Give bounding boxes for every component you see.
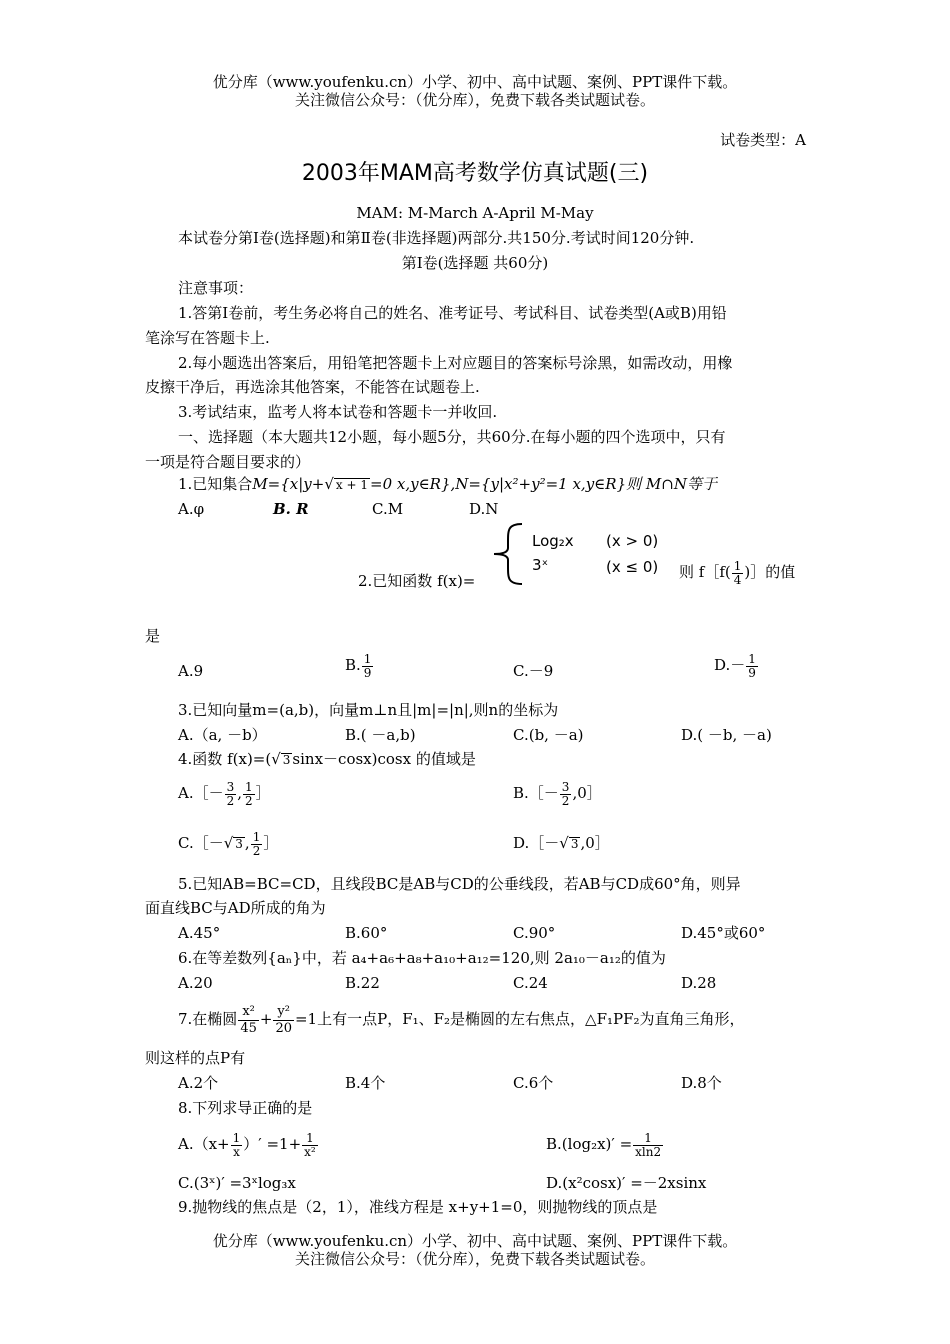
q4-option-b	[513, 778, 602, 808]
note-2a: 2.每小题选出答案后，用铅笔把答题卡上对应题目的答案标号涂黑，如需改动，用橡	[178, 354, 733, 372]
q4-pre: 4.函数 f(x)=(	[178, 750, 272, 768]
numerator: 1	[245, 779, 253, 794]
denominator: x²	[304, 1144, 316, 1159]
subtitle: MAM: M-March A-April M-May	[356, 204, 594, 222]
q3-option-a: A.（a, －b）	[178, 726, 267, 744]
question-9-stem: 9.抛物线的焦点是（2，1），准线方程是 x+y+1=0，则抛物线的顶点是	[178, 1198, 658, 1216]
q4-a-pre: A.［－	[178, 784, 224, 802]
numerator: 1	[306, 1130, 314, 1145]
numerator: 1	[733, 558, 742, 573]
q1-option-b	[273, 499, 309, 519]
q7-pre: 7.在椭圆	[178, 1010, 238, 1028]
numerator: 1	[363, 651, 372, 666]
q8-b-pre: B.(log₂x)′ =	[546, 1135, 633, 1153]
piece-1-cond: (x > 0)	[606, 532, 659, 550]
q6-option-c: C.24	[513, 974, 548, 992]
fraction	[273, 1004, 294, 1037]
denominator: 4	[733, 572, 742, 587]
q4-radicand: 3	[282, 753, 291, 767]
numerator: 3	[226, 779, 235, 794]
denominator: 2	[226, 793, 235, 808]
question-5-line-1: 5.已知AB=BC=CD，且线段BC是AB与CD的公垂线段，若AB与CD成60°角，则异	[178, 875, 741, 893]
question-2-stem: 2.已知函数 f(x)=	[358, 572, 476, 590]
fraction	[251, 831, 263, 858]
denominator: 9	[363, 665, 372, 680]
question-5-line-2: 面直线BC与AD所成的角为	[145, 899, 326, 917]
page-title: 2003年MAM高考数学仿真试题(三)	[301, 161, 649, 186]
notes-heading: 注意事项：	[178, 279, 254, 297]
question-6-stem: 6.在等差数列{aₙ}中，若 a₄+a₆+a₈+a₁₀+a₁₂=120,则 2a₁₀－a₁₂的值为	[178, 949, 666, 967]
fraction	[560, 781, 572, 808]
piece-1-expr: Log₂x	[532, 532, 574, 550]
sqrt-sign: √	[559, 834, 569, 852]
denominator: 2	[245, 793, 253, 808]
q2-option-d	[714, 650, 759, 680]
question-7-stem	[178, 1002, 745, 1037]
question-8-stem: 8.下列求导正确的是	[178, 1099, 313, 1117]
q2-tail-post: )］的值	[744, 563, 796, 581]
q8-a-mid: ）′ =1+	[243, 1135, 302, 1153]
q7-plus: +	[259, 1010, 273, 1028]
q6-option-d: D.28	[681, 974, 717, 992]
q1-set-m: M={x|y+	[252, 475, 325, 493]
section-heading-b: 一项是符合题目要求的）	[145, 453, 311, 471]
q5-option-b: B.60°	[345, 924, 388, 942]
q2-option-c: C.－9	[513, 662, 554, 680]
note-3: 3.考试结束，监考人将本试卷和答题卡一并收回.	[178, 403, 498, 421]
question-2-tail	[679, 558, 795, 587]
question-1-stem	[178, 474, 717, 494]
note-1b: 笔涂写在答题卡上.	[145, 329, 270, 347]
denominator: 45	[240, 1020, 257, 1036]
part-heading: 第Ⅰ卷(选择题 共60分)	[401, 254, 549, 272]
q5-option-a: A.45°	[178, 924, 221, 942]
fraction	[243, 781, 255, 808]
question-3-stem: 3.已知向量m=(a,b)，向量m⊥n且|m|=|n|,则n的坐标为	[178, 701, 559, 719]
numerator: y²	[277, 1003, 290, 1019]
q7-option-a: A.2个	[178, 1074, 219, 1092]
header-line-1: 优分库（www.youfenku.cn）小学、初中、高中试题、案例、PPT课件下载。	[212, 73, 738, 91]
q3-option-c: C.(b, －a)	[513, 726, 584, 744]
sqrt-sign: √	[223, 834, 234, 852]
q5-option-c: C.90°	[513, 924, 556, 942]
q1-option-c: C.M	[372, 500, 404, 518]
piece-2-cond: (x ≤ 0)	[606, 558, 659, 576]
q4-b-pre: B.［－	[513, 784, 559, 802]
q7-option-b: B.4个	[345, 1074, 386, 1092]
question-7-line-2: 则这样的点P有	[145, 1049, 246, 1067]
fraction	[231, 1132, 243, 1159]
left-brace-icon	[478, 522, 528, 586]
q8-option-b	[546, 1128, 664, 1160]
sqrt-sign: √	[271, 750, 281, 768]
denominator: 20	[275, 1020, 292, 1036]
question-2-cont: 是	[145, 627, 161, 645]
q1-option-b-text: B. R	[273, 500, 309, 518]
numerator: 1	[232, 1130, 241, 1145]
q5-option-d: D.45°或60°	[681, 924, 766, 942]
q8-option-d: D.(x²cosx)′ =－2xsinx	[546, 1174, 707, 1192]
header-line-2: 关注微信公众号：（优分库），免费下载各类试题试卷。	[294, 91, 655, 109]
fraction	[225, 781, 237, 808]
q4-a-post: ］	[255, 784, 271, 802]
fraction	[746, 653, 758, 680]
q4-option-a	[178, 778, 271, 808]
fraction	[238, 1004, 259, 1037]
q8-option-a	[178, 1128, 319, 1160]
q8-option-c: C.(3ˣ)′ =3ˣlog₃x	[178, 1174, 296, 1192]
q4-option-c	[178, 828, 278, 858]
note-2b: 皮擦干净后，再选涂其他答案，不能答在试题卷上.	[145, 378, 480, 396]
q1-option-a: A.φ	[178, 500, 205, 518]
q4-d-radicand: 3	[570, 837, 579, 851]
numerator: 1	[748, 651, 756, 666]
q8-a-pre: A.（x+	[178, 1135, 230, 1153]
q4-c-post: ］	[263, 834, 279, 852]
q2-tail-pre: 则 f［f(	[679, 563, 731, 581]
q4-c-radicand: 3	[235, 837, 243, 851]
intro: 本试卷分第Ⅰ卷(选择题)和第Ⅱ卷(非选择题)两部分.共150分.考试时间120分钟.	[178, 229, 695, 247]
q1-tail: M∩N等于	[645, 475, 717, 493]
piece-2-expr: 3ˣ	[532, 556, 549, 574]
q4-c-mid: ,	[244, 834, 250, 852]
denominator: 9	[748, 665, 756, 680]
q4-option-d	[513, 833, 610, 853]
q4-d-post: ,0］	[580, 834, 610, 852]
denominator: xln2	[635, 1144, 662, 1159]
numerator: 1	[252, 829, 261, 844]
q1-option-d: D.N	[469, 500, 499, 518]
q4-d-pre: D.［－	[513, 834, 560, 852]
denominator: x	[231, 1145, 243, 1159]
sqrt-sign: √	[324, 475, 334, 493]
q4-c-pre: C.［－	[178, 834, 224, 852]
footer-line-2: 关注微信公众号：（优分库），免费下载各类试题试卷。	[294, 1250, 655, 1268]
q2-d-label: D.－	[714, 656, 746, 674]
note-1a: 1.答第Ⅰ卷前，考生务必将自己的姓名、准考证号、考试科目、试卷类型(A或B)用铅	[178, 304, 727, 322]
fraction	[362, 653, 374, 680]
numerator: 3	[561, 779, 570, 794]
numerator: 1	[644, 1130, 652, 1145]
q4-post: sinx－cosx)cosx 的值域是	[292, 750, 476, 768]
q2-option-b	[345, 650, 374, 680]
q1-radicand: x + 1	[335, 478, 368, 492]
q7-post: =1上有一点P，F₁、F₂是椭圆的左右焦点，△F₁PF₂为直角三角形，	[294, 1010, 745, 1028]
section-heading-a: 一、选择题（本大题共12小题，每小题5分，共60分.在每小题的四个选项中，只有	[178, 428, 726, 446]
piecewise-function	[478, 522, 678, 586]
q3-option-b: B.( －a,b)	[345, 726, 416, 744]
q2-option-a: A.9	[178, 662, 204, 680]
denominator: 2	[561, 793, 570, 808]
fraction	[732, 560, 744, 587]
footer-line-1: 优分库（www.youfenku.cn）小学、初中、高中试题、案例、PPT课件下载。	[212, 1232, 738, 1250]
fraction	[302, 1132, 318, 1159]
q2-b-label: B.	[345, 656, 361, 674]
q7-option-c: C.6个	[513, 1074, 554, 1092]
denominator: 2	[252, 843, 261, 858]
question-4-stem	[178, 749, 476, 769]
numerator: x²	[242, 1003, 255, 1019]
q7-option-d: D.8个	[681, 1074, 722, 1092]
fraction	[633, 1132, 663, 1159]
q4-a-mid: ,	[237, 784, 243, 802]
q6-option-b: B.22	[345, 974, 380, 992]
paper-type: 试卷类型：A	[720, 131, 806, 149]
q3-option-d: D.( －b, －a)	[681, 726, 772, 744]
q4-b-post: ,0］	[572, 784, 602, 802]
q6-option-a: A.20	[178, 974, 213, 992]
q1-pre: 1.已知集合	[178, 475, 253, 493]
q1-mid: =0 x,y∈R},N={y|x²+y²=1 x,y∈R}则	[370, 475, 642, 493]
